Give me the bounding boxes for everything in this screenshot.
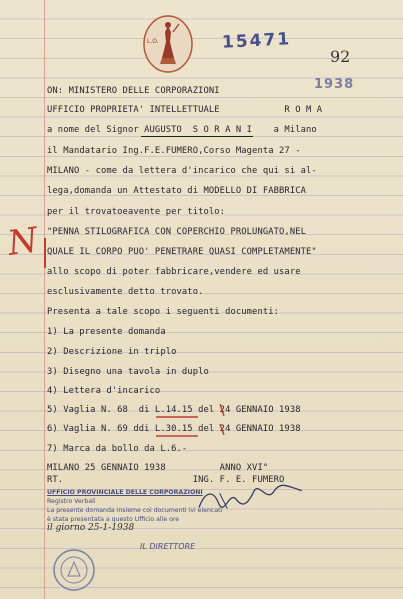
stamp-text-1: La presente domanda insieme coi documenti ivi elencati	[47, 507, 223, 514]
line-ministry: ON: MINISTERO DELLE CORPORAZIONI	[47, 86, 220, 96]
list-item: 2) Descrizione in triplo	[47, 347, 177, 357]
line-documents-intro: Presenta a tale scopo i seguenti documenti:	[47, 307, 280, 317]
list-item: 3) Disegno una tavola in duplo	[47, 367, 209, 377]
red-underlines	[150, 400, 350, 440]
line-title-2: QUALE IL CORPO PUO' PENETRARE QUASI COMPLETAMENTE"	[47, 247, 317, 257]
line-request-1: MILANO - come da lettera d'incarico che qui si al-	[47, 166, 317, 176]
emblem-label: L.O.	[147, 38, 159, 45]
line-applicant: a nome del Signor AUGUSTO S O R A N I a Milano	[47, 125, 317, 135]
line-title-intro: per il trovatoeavente per titolo:	[47, 207, 226, 217]
stamp-director: IL DIRETTORE	[140, 542, 196, 551]
line-date: MILANO 25 GENNAIO 1938 ANNO XVI°	[47, 463, 269, 473]
line-purpose-2: esclusivamente detto trovato.	[47, 287, 204, 297]
margin-line	[44, 0, 45, 599]
margin-bracket	[44, 238, 47, 268]
line-request-2: lega,domanda un Attestato di MODELLO DI FABBRICA	[47, 186, 307, 196]
official-seal-icon	[52, 548, 96, 592]
list-item: 5) Vaglia N. 68 di L.14.15 del 24 GENNAIO 1938	[47, 405, 301, 415]
list-item: 1) La presente domanda	[47, 327, 166, 337]
year-stamp: 1938	[314, 77, 355, 92]
list-item: 4) Lettera d'incarico	[47, 386, 161, 396]
registration-number: 15471	[221, 29, 292, 53]
margin-mark: N	[5, 220, 41, 264]
stamp-date: il giorno 25-1-1938	[47, 523, 135, 533]
applicant-underline	[141, 136, 253, 137]
list-item: 6) Vaglia N. 69 ddi L.30.15 del 24 GENNAIO 1938	[47, 424, 301, 434]
line-signature: RT. ING. F. E. FUMERO	[47, 475, 285, 485]
stamp-register: Registro Verbali	[47, 498, 96, 505]
list-item: 7) Marca da bollo da L.6.-	[47, 444, 188, 454]
line-title-1: "PENNA STILOGRAFICA CON COPERCHIO PROLUNGATO,NEL	[47, 227, 307, 237]
stamp-text-2: è stata presentata a questo Ufficio alle ore	[47, 516, 180, 523]
line-purpose-1: allo scopo di poter fabbricare,vendere ed usare	[47, 267, 301, 277]
line-office: UFFICIO PROPRIETA' INTELLETTUALE R O M A	[47, 105, 323, 115]
stamp-office: UFFICIO PROVINCIALE DELLE CORPORAZIONI	[47, 489, 203, 496]
page-number: 92	[330, 47, 351, 66]
line-agent: il Mandatario Ing.F.E.FUMERO,Corso Magenta 27 -	[47, 146, 301, 156]
